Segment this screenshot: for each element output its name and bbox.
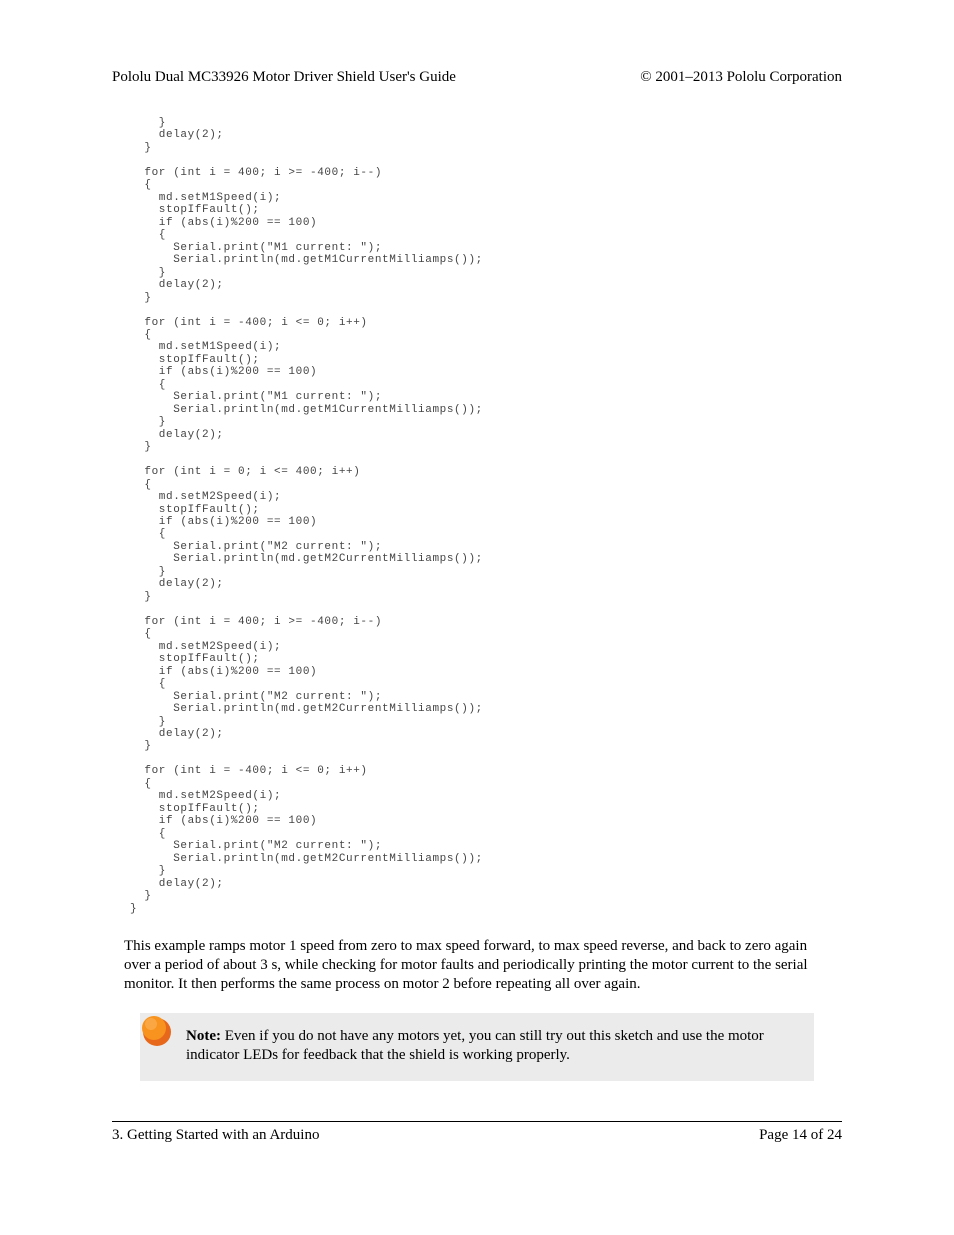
- code-line: stopIfFault();: [130, 503, 260, 516]
- code-line: if (abs(i)%200 == 100): [130, 815, 318, 828]
- code-line: [130, 304, 483, 316]
- code-line: Serial.println(md.getM2CurrentMilliamps());: [130, 852, 483, 865]
- code-line: }: [130, 890, 152, 903]
- code-line: Serial.print("M2 current: ");: [130, 690, 383, 703]
- code-line: }: [130, 416, 167, 429]
- code-line: }: [130, 141, 152, 154]
- page-number: Page 14 of 24: [759, 1127, 842, 1143]
- code-line: md.setM2Speed(i);: [130, 790, 282, 803]
- code-line: Serial.print("M1 current: ");: [130, 241, 383, 254]
- code-line: md.setM2Speed(i);: [130, 491, 282, 504]
- code-line: if (abs(i)%200 == 100): [130, 216, 318, 229]
- code-line: }: [130, 590, 152, 603]
- code-line: delay(2);: [130, 129, 224, 142]
- code-line: Serial.println(md.getM2CurrentMilliamps());: [130, 703, 483, 716]
- code-line: {: [130, 827, 167, 840]
- code-line: delay(2);: [130, 727, 224, 740]
- code-line: }: [130, 441, 152, 454]
- code-line: }: [130, 266, 167, 279]
- code-line: [130, 454, 483, 466]
- page-header: [112, 69, 842, 89]
- code-line: }: [130, 902, 138, 915]
- code-line: {: [130, 528, 167, 541]
- code-line: [130, 603, 483, 615]
- code-line: stopIfFault();: [130, 653, 260, 666]
- code-line: [130, 154, 483, 166]
- code-line: {: [130, 777, 152, 790]
- code-block: [130, 117, 483, 915]
- note-text: [186, 1027, 806, 1065]
- code-line: {: [130, 229, 167, 242]
- code-line: }: [130, 865, 167, 878]
- section-name: 3. Getting Started with an Arduino: [112, 1127, 320, 1143]
- code-line: Serial.println(md.getM1CurrentMilliamps());: [130, 254, 483, 267]
- code-line: {: [130, 628, 152, 641]
- note-body: Even if you do not have any motors yet, you can still try out this sketch and use the motor indicator LEDs for feedback that the shield is working properly.: [186, 1028, 764, 1063]
- page-footer: [112, 1127, 842, 1147]
- code-line: for (int i = -400; i <= 0; i++): [130, 765, 368, 778]
- code-line: if (abs(i)%200 == 100): [130, 516, 318, 528]
- code-line: stopIfFault();: [130, 802, 260, 815]
- code-line: stopIfFault();: [130, 204, 260, 217]
- note-box: [140, 1013, 814, 1081]
- code-line: {: [130, 179, 152, 192]
- document-title: Pololu Dual MC33926 Motor Driver Shield User's Guide: [112, 69, 456, 85]
- code-line: Serial.print("M2 current: ");: [130, 840, 383, 853]
- code-line: md.setM2Speed(i);: [130, 640, 282, 653]
- code-line: }: [130, 565, 167, 578]
- body-paragraph: This example ramps motor 1 speed from zero to max speed forward, to max speed reverse, and back to zero again over a period of about 3 s, while checking for motor faults and periodically printing the motor current to the serial monitor. It then performs the same process on motor 2 before repeating all over again.: [124, 938, 808, 992]
- code-line: Serial.println(md.getM1CurrentMilliamps());: [130, 403, 483, 416]
- code-line: delay(2);: [130, 279, 224, 292]
- code-line: for (int i = 0; i <= 400; i++): [130, 466, 361, 479]
- code-line: for (int i = 400; i >= -400; i--): [130, 166, 383, 179]
- code-line: if (abs(i)%200 == 100): [130, 665, 318, 678]
- code-line: if (abs(i)%200 == 100): [130, 366, 318, 379]
- code-line: {: [130, 478, 152, 491]
- code-line: Serial.println(md.getM2CurrentMilliamps());: [130, 553, 483, 566]
- code-line: }: [130, 117, 167, 129]
- code-line: for (int i = 400; i >= -400; i--): [130, 615, 383, 628]
- code-line: {: [130, 328, 152, 341]
- footer-divider: [112, 1121, 842, 1122]
- code-line: for (int i = -400; i <= 0; i++): [130, 316, 368, 329]
- copyright-notice: © 2001–2013 Pololu Corporation: [640, 69, 842, 85]
- code-line: delay(2);: [130, 877, 224, 890]
- code-line: }: [130, 715, 167, 728]
- code-line: [130, 753, 483, 765]
- orange-dot-icon: [140, 1013, 174, 1047]
- code-line: Serial.print("M1 current: ");: [130, 391, 383, 404]
- code-line: Serial.print("M2 current: ");: [130, 540, 383, 553]
- code-line: md.setM1Speed(i);: [130, 191, 282, 204]
- code-line: }: [130, 291, 152, 304]
- code-line: {: [130, 678, 167, 691]
- code-line: stopIfFault();: [130, 353, 260, 366]
- code-line: md.setM1Speed(i);: [130, 341, 282, 354]
- note-label: Note:: [186, 1028, 221, 1044]
- code-line: delay(2);: [130, 428, 224, 441]
- code-line: }: [130, 740, 152, 753]
- code-line: delay(2);: [130, 578, 224, 591]
- code-line: {: [130, 378, 167, 391]
